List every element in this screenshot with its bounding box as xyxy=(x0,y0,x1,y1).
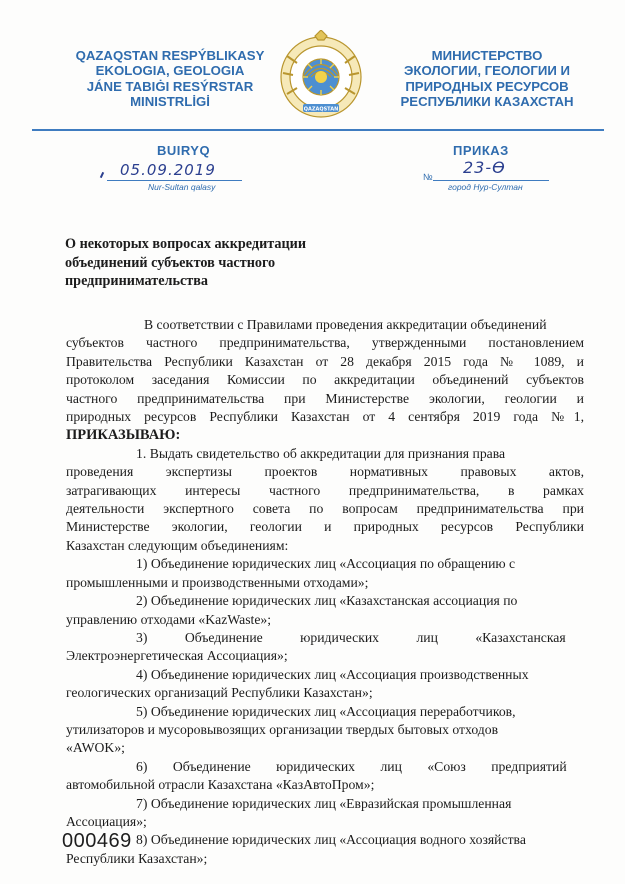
state-emblem xyxy=(279,30,363,124)
subitem-line: Республики Казахстан»; xyxy=(66,850,208,866)
header-right-line: МИНИСТЕРСТВО xyxy=(431,48,543,63)
item-line: затрагивающих интересы частного предпринимательства, в рамках xyxy=(66,482,584,498)
handwritten-order-number: 23-Ө xyxy=(463,158,506,177)
subitem-line: 8) Объединение юридических лиц «Ассоциация водного хозяйства xyxy=(136,832,526,848)
subitem-line: промышленными и производственными отходами»; xyxy=(66,574,369,590)
ministry-name-russian xyxy=(378,48,596,110)
item-line: деятельности экспертного совета по вопросам предпринимательства при xyxy=(66,501,584,517)
document-title xyxy=(65,235,365,291)
document-body xyxy=(66,316,584,868)
preamble-line: В соответствии с Правилами проведения аккредитации объединений xyxy=(144,317,547,332)
subitem-line: 5) Объединение юридических лиц «Ассоциация переработчиков, xyxy=(136,703,516,719)
header-left-line: QAZAQSTAN RESPÝBLIKASY xyxy=(75,48,265,63)
subitem-line: Ассоциация»; xyxy=(66,813,147,829)
subitem-line: 1) Объединение юридических лиц «Ассоциация по обращению с xyxy=(136,556,516,572)
subitem-line: Электроэнергетическая Ассоциация»; xyxy=(66,648,288,664)
date-fill-line xyxy=(107,180,242,181)
order-word-kazakh: BUIRYQ xyxy=(157,143,211,158)
city-russian: город Нур-Султан xyxy=(448,182,523,192)
subitem-line: 7) Объединение юридических лиц «Евразийская промышленная xyxy=(136,795,512,811)
preamble-line: протоколом заседания Комиссии по аккредитации объединений субъектов xyxy=(66,372,584,388)
number-sign: № xyxy=(423,172,433,182)
subitem-line: управлению отходами «KazWaste»; xyxy=(66,611,272,627)
order-word-russian: ПРИКАЗ xyxy=(453,143,509,158)
header-right-line: ПРИРОДНЫХ РЕСУРСОВ xyxy=(405,78,569,94)
subitem-line: 6) Объединение юридических лиц «Союз предприятий xyxy=(136,758,567,774)
header-right-line: РЕСПУБЛИКИ КАЗАХСТАН xyxy=(400,94,574,110)
emblem-text: QAZAQSTAN xyxy=(303,106,339,113)
preamble-line: природных ресурсов Республики Казахстан от 4 сентября 2019 года №1, xyxy=(66,409,584,425)
header-left-line: JÁNE TABIĠI RESÝRSTAR xyxy=(86,78,254,94)
number-fill-line xyxy=(433,180,549,181)
preamble-line: Правительства Республики Казахстан от 28 декабря 2015 года № 1089, и xyxy=(66,353,584,369)
page-serial-number: 000469 xyxy=(62,830,132,852)
item-line: Казахстан следующим объединениям: xyxy=(66,537,289,553)
subitem-line: 3) Объединение юридических лиц «Казахстанская xyxy=(136,629,566,645)
item-line: Министерстве экологии, геологии и природных ресурсов Республики xyxy=(66,519,584,535)
subitem-line: автомобильной отрасли Казахстана «КазАвтоПром»; xyxy=(66,777,375,793)
subitem-line: утилизаторов и мусоровывозящих организации твердых бытовых отходов xyxy=(66,721,499,737)
header-left-line: EKOLOGIA, GEOLOGIA xyxy=(95,63,245,79)
header-right-line: ЭКОЛОГИИ, ГЕОЛОГИИ И xyxy=(404,63,570,79)
date-tick-mark xyxy=(100,172,104,178)
ministry-name-kazakh xyxy=(55,48,285,110)
title-line: предпринимательства xyxy=(65,273,208,289)
header-divider xyxy=(32,129,604,131)
subitem-line: 4) Объединение юридических лиц «Ассоциация производственных xyxy=(136,666,529,682)
subitem-line: 2) Объединение юридических лиц «Казахстанская ассоциация по xyxy=(136,593,518,609)
order-directive: ПРИКАЗЫВАЮ: xyxy=(66,427,181,444)
header-left-line: MINISTRLİGİ xyxy=(130,94,210,110)
title-line: О некоторых вопросах аккредитации xyxy=(65,236,307,252)
handwritten-date: 05.09.2019 xyxy=(120,161,216,179)
title-line: объединений субъектов частного xyxy=(65,254,276,271)
city-kazakh: Nur-Sultan qalasy xyxy=(148,182,216,192)
preamble-line: субъектов частного предпринимательства, утвержденными постановлением xyxy=(66,335,584,351)
item-line: проведения экспертизы проектов нормативных правовых актов, xyxy=(66,464,584,480)
preamble-line: частного предпринимательства при Министерстве экологии, геологии и xyxy=(66,390,584,406)
subitem-line: геологических организаций Республики Казахстан»; xyxy=(66,685,373,701)
item-line: 1. Выдать свидетельство об аккредитации для признания права xyxy=(136,445,506,461)
subitem-line: «AWOK»; xyxy=(66,740,125,756)
